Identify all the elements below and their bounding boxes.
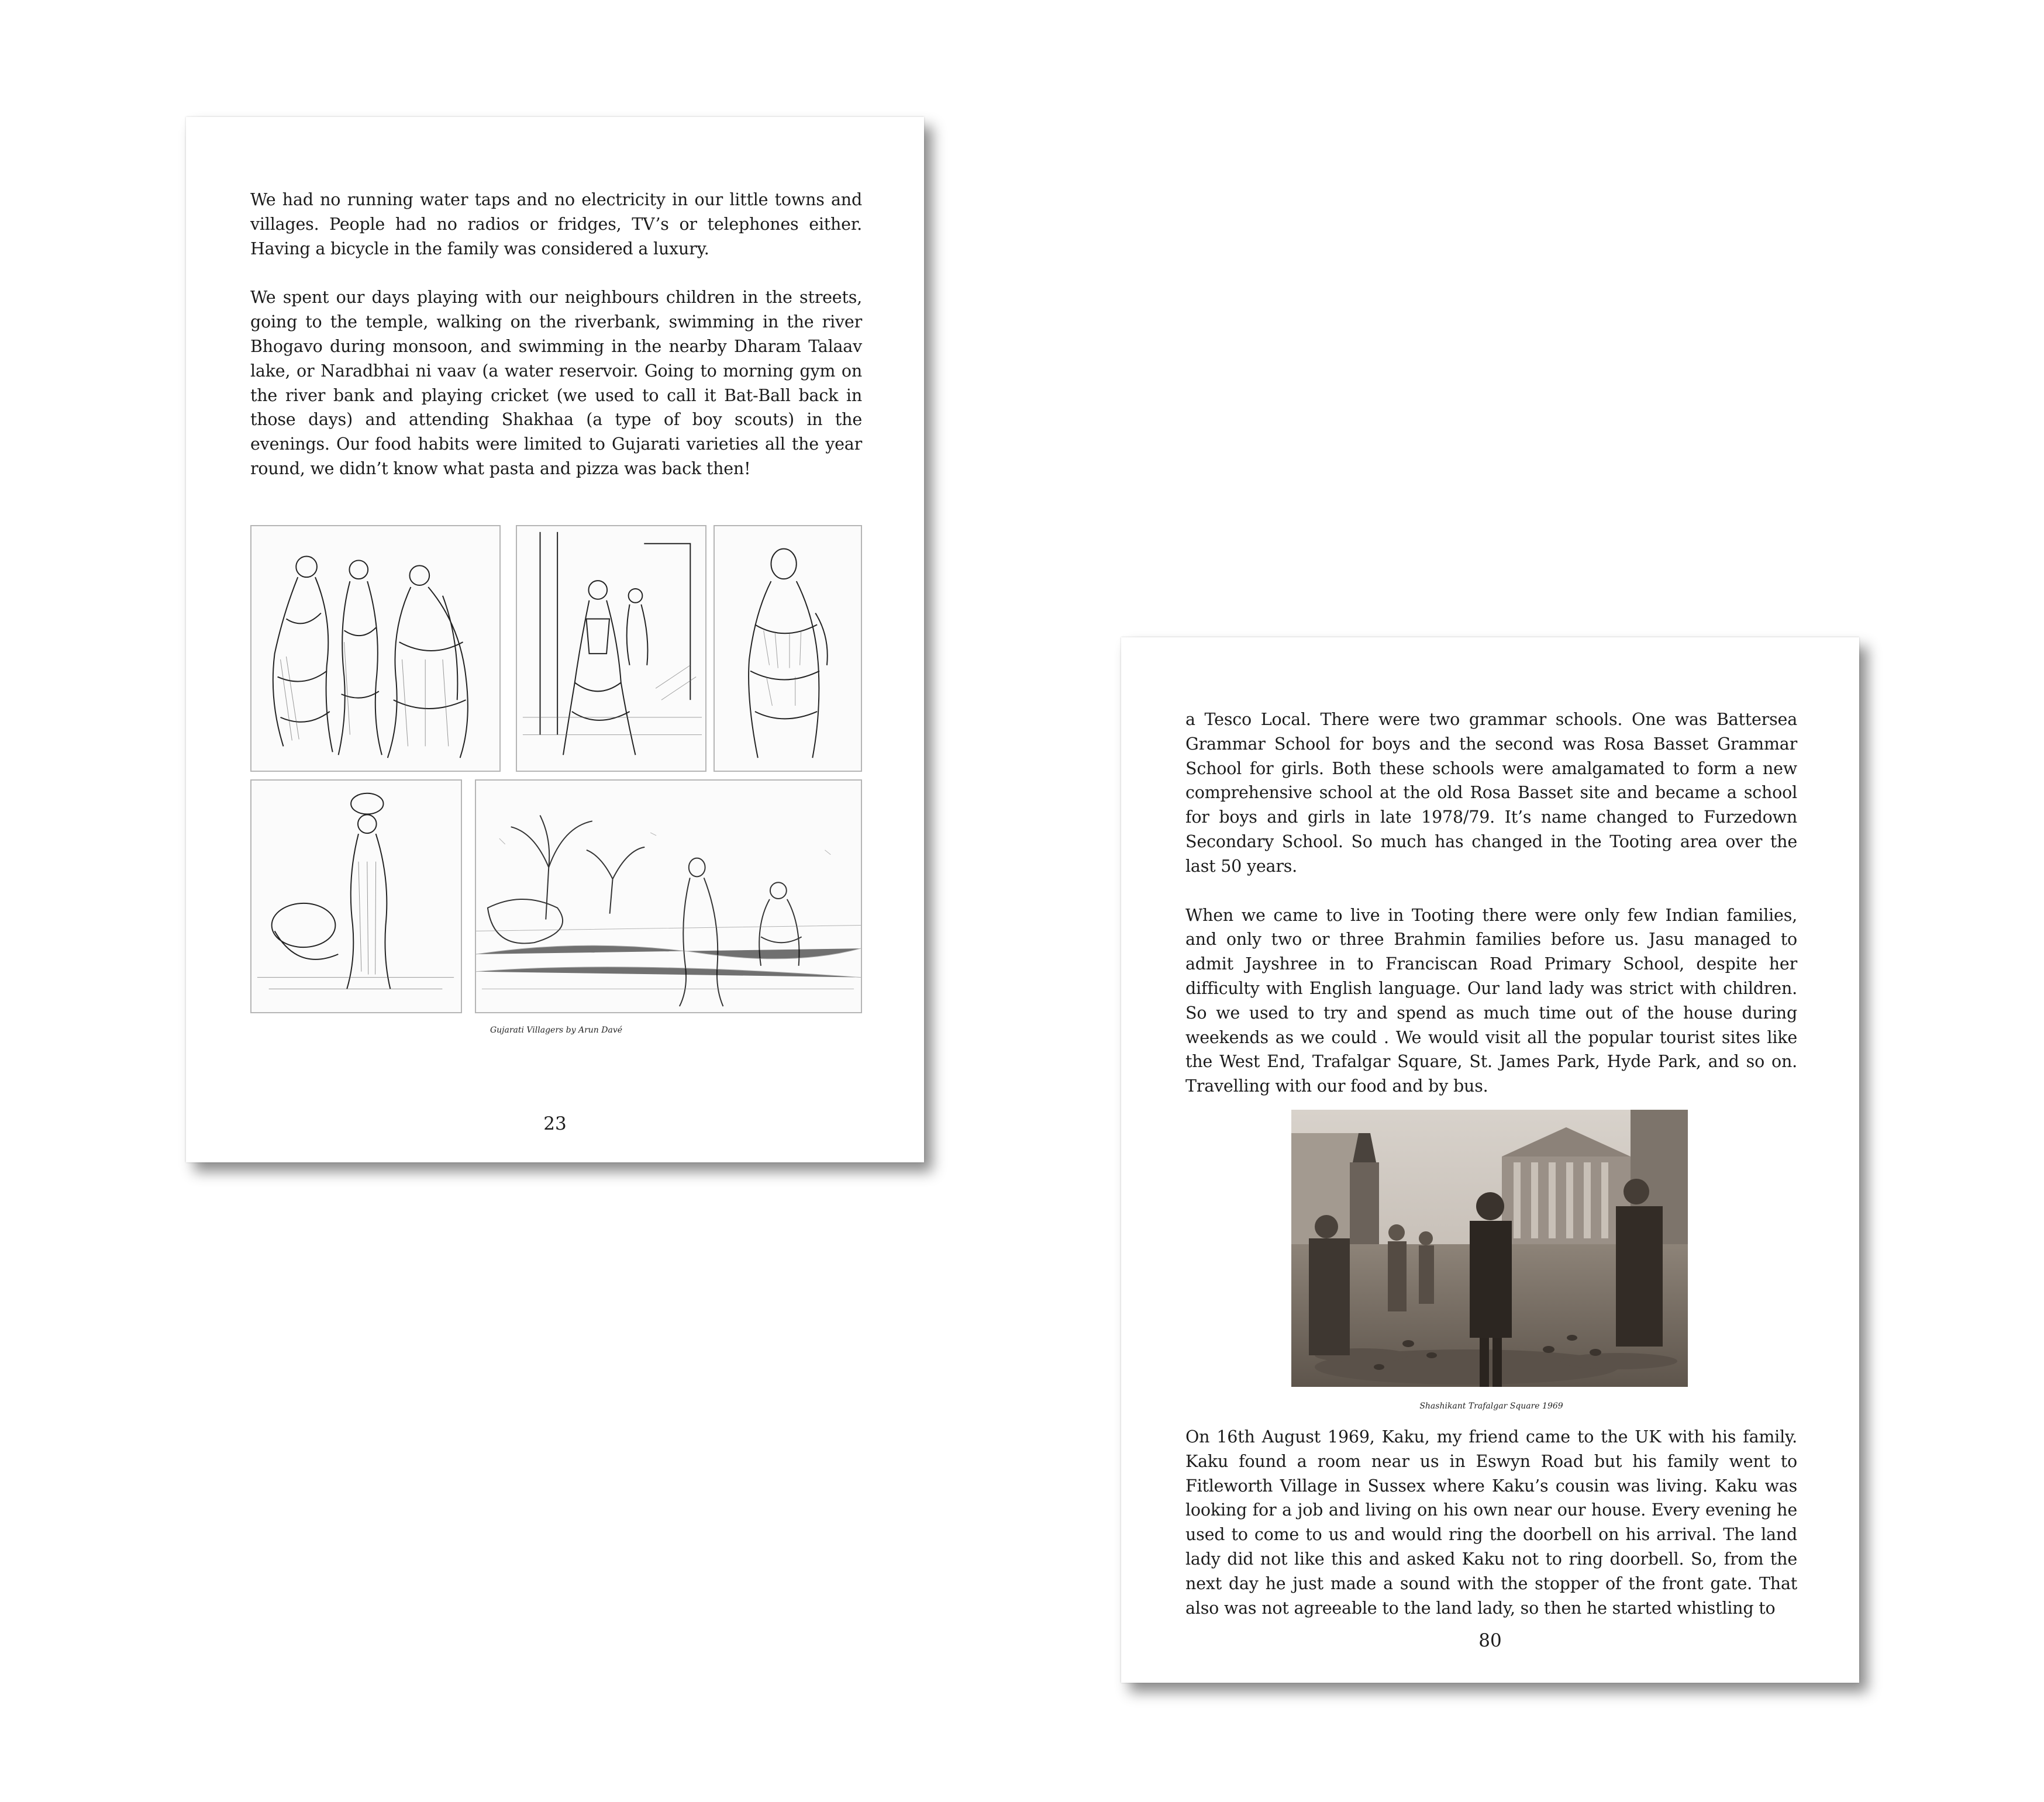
page-80-top-text — [1185, 707, 1797, 1099]
paragraph-tooting: When we came to live in Tooting there were only few Indian families, and only two or three Brahmin families before us. Jasu managed to admit Jayshree in to Franciscan Road Primary School, despite her difficulty with English language. Our land lady was strict with children. So we used to try and spend as much time out of the house during weekends as we could . We would visit all the popular tourist sites like the West End, Trafalgar Square, St. James Park, Hyde Park, and so on. Travelling with our food and by bus. — [1185, 905, 1797, 1096]
sketch-three-women — [250, 525, 501, 772]
page-number-23: 23 — [543, 1113, 567, 1134]
page-23-body-text — [250, 188, 862, 481]
sketch-woman-back-drawing — [715, 526, 861, 771]
paragraph-kaku: On 16th August 1969, Kaku, my friend came to the UK with his family. Kaku found a room near us in Eswyn Road but his family went to Fitleworth Village in Sussex where Kaku’s cousin was living. Kaku was looking for a job and living on his own near our house. Every evening he used to come to us and would ring the doorbell on his arrival. The land lady did not like this and asked Kaku not to ring doorbell. So, from the next day he just made a sound with the stopper of the front gate. That also was not agreeable to the land lady, so then he started whistling to — [1185, 1427, 1797, 1618]
trafalgar-square-photo — [1291, 1110, 1688, 1387]
paragraph-1: We had no running water taps and no electricity in our little towns and villages. People had no radios or fridges, TV’s or telephones either. Having a bicycle in the family was considered a luxury. — [250, 190, 862, 258]
sketch-woman-child — [516, 525, 706, 772]
page-80-bottom-text — [1185, 1425, 1797, 1620]
page-number-80: 80 — [1478, 1630, 1502, 1651]
book-page-80 — [1121, 637, 1859, 1683]
trafalgar-square-photo-image — [1291, 1110, 1688, 1387]
sketch-woman-child-drawing — [517, 526, 705, 771]
paragraph-2: We spent our days playing with our neighbours children in the streets, going to the temple, walking on the riverbank, swimming in the river Bhogavo during monsoon, and swimming in the nearby Dharam Talaav lake, or Naradbhai ni vaav (a water reservoir. Going to morning gym on the river bank and playing cricket (we used to call it Bat-Ball back in those days) and attending Shakhaa (a type of boy scouts) in the evenings. Our food habits were limited to Gujarati varieties all the year round, we didn’t know what pasta and pizza was back then! — [250, 288, 862, 478]
photo-caption: Shashikant Trafalgar Square 1969 — [1419, 1401, 1563, 1411]
sketches-caption: Gujarati Villagers by Arun Davé — [490, 1026, 623, 1035]
sketch-three-women-drawing — [251, 526, 499, 771]
sketch-woman-back — [713, 525, 862, 772]
book-page-23 — [186, 117, 924, 1162]
sketch-water-carrier-drawing — [251, 781, 461, 1012]
sketch-water-carrier — [250, 779, 462, 1013]
sketch-village-landscape-drawing — [476, 781, 861, 1012]
paragraph-tesco: a Tesco Local. There were two grammar schools. One was Battersea Grammar School for boys and the second was Rosa Basset Grammar School for girls. Both these schools were amalgamated to form a new comprehensive school at the old Rosa Basset site and became a school for boys and girls in late 1978/79. It’s name changed to Furzedown Secondary School. So much has changed in the Tooting area over the last 50 years. — [1185, 710, 1797, 876]
sketch-village-landscape — [475, 779, 862, 1013]
